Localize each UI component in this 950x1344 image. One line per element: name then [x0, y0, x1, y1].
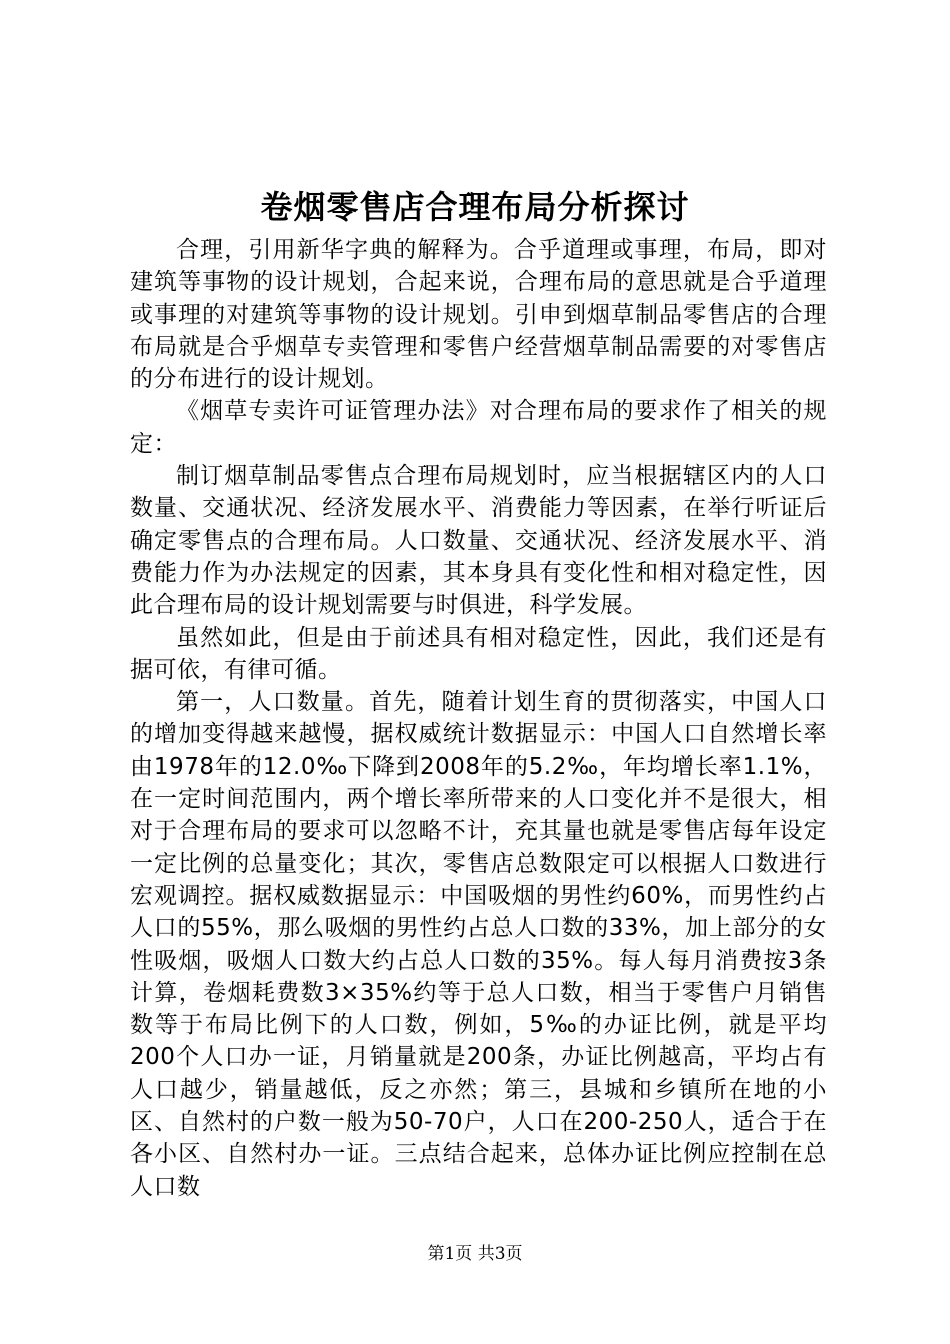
document-title: 卷烟零售店合理布局分析探讨	[260, 188, 690, 226]
document-body	[130, 234, 827, 1203]
page-footer: 第1页 共3页	[427, 1244, 523, 1264]
paragraph-regulation-content: 制订烟草制品零售点合理布局规划时，应当根据辖区内的人口数量、交通状况、经济发展水平、消费能力等因素，在举行听证后确定零售点的合理布局。人口数量、交通状况、经济发展水平、消费能力作为办法规定的因素，其本身具有变化性和相对稳定性，因此合理布局的设计规划需要与时俱进，科学发展。	[130, 463, 827, 619]
paragraph-population: 第一，人口数量。首先，随着计划生育的贯彻落实，中国人口的增加变得越来越慢，据权威统计数据显示：中国人口自然增长率由1978年的12.0‰下降到2008年的5.2‰，年均增长率1.1%，在一定时间范围内，两个增长率所带来的人口变化并不是很大，相对于合理布局的要求可以忽略不计，充其量也就是零售店每年设定一定比例的总量变化；其次，零售店总数限定可以根据人口数进行宏观调控。据权威数据显示：中国吸烟的男性约60%，而男性约占人口的55%，那么吸烟的男性约占总人口数的33%，加上部分的女性吸烟，吸烟人口数大约占总人口数的35%。每人每月消费按3条计算，卷烟耗费数3×35%约等于总人口数，相当于零售户月销售数等于布局比例下的人口数，例如，5‰的办证比例，就是平均200个人口办一证，月销量就是200条，办证比例越高，平均占有人口越少，销量越低，反之亦然；第三，县城和乡镇所在地的小区、自然村的户数一般为50-70户，人口在200-250人，适合于在各小区、自然村办一证。三点结合起来，总体办证比例应控制在总人口数	[130, 689, 827, 1200]
paragraph-regulation-intro: 《烟草专卖许可证管理办法》对合理布局的要求作了相关的规定：	[130, 398, 827, 457]
paragraph-basis: 虽然如此，但是由于前述具有相对稳定性，因此，我们还是有据可依，有律可循。	[130, 624, 827, 683]
paragraph-definition: 合理，引用新华字典的解释为。合乎道理或事理，布局，即对建筑等事物的设计规划，合起来说，合理布局的意思就是合乎道理或事理的对建筑等事物的设计规划。引申到烟草制品零售店的合理布局就是合乎烟草专卖管理和零售户经营烟草制品需要的对零售店的分布进行的设计规划。	[130, 237, 827, 393]
